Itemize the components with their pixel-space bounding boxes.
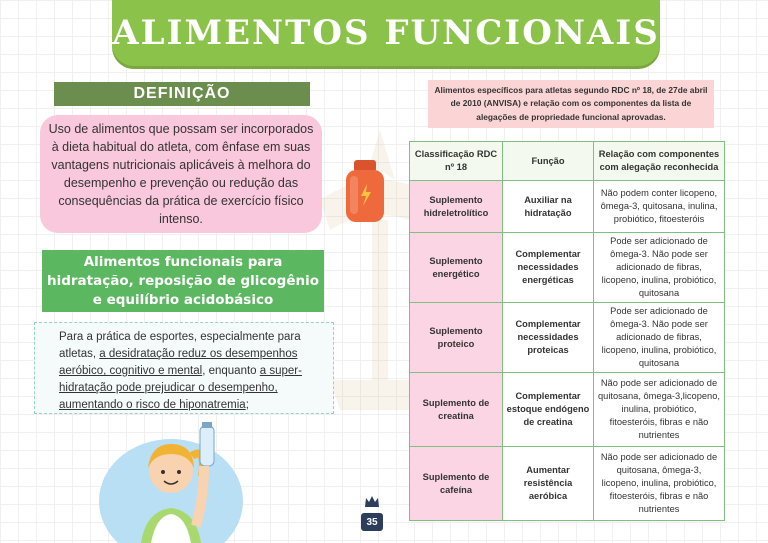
page-number: 35 — [361, 513, 383, 531]
table-row — [410, 373, 725, 447]
hydration-note-part4: a super-hidratação pode prejudicar o desempenho, aumentando o risco de hiponatremia — [59, 365, 302, 411]
table-cell-classification: Suplemento energético — [410, 233, 503, 303]
table-cell-function: Auxiliar na hidratação — [503, 181, 594, 233]
hydration-note-part1: Para a prática de esportes, especialmente para atletas, — [59, 331, 301, 360]
definition-text-content: Uso de alimentos que possam ser incorporados à dieta habitual do atleta, com ênfase em suas vantagens nutricionais aplicáveis à melhora do desempenho e prevenção ou redução das consequências da prática de exercício físico intenso. — [48, 122, 314, 226]
table-row — [410, 447, 725, 521]
table-cell-relation: Pode ser adicionado de ômega-3. Não pode ser adicionado de fibras, licopeno, inulina, probiótico, quitosana — [594, 303, 725, 373]
section-title — [42, 250, 324, 312]
table-cell-classification: Suplemento proteico — [410, 303, 503, 373]
definition-text — [40, 115, 322, 233]
table-cell-function: Complementar necessidades proteicas — [503, 303, 594, 373]
table-note — [428, 80, 714, 128]
table-header-classification: Classificação RDC nº 18 — [410, 142, 503, 181]
page-title: ALIMENTOS FUNCIONAIS — [112, 0, 660, 66]
table-cell-classification: Suplemento hidreletrolítico — [410, 181, 503, 233]
table-cell-function: Complementar necessidades energéticas — [503, 233, 594, 303]
hydration-note — [34, 322, 334, 414]
definition-label: DEFINIÇÃO — [54, 82, 310, 106]
table-cell-relation: Não pode ser adicionado de quitosana, ômega-3,licopeno, inulina, probiótico, fitoesteróis, fibras e não nutrientes — [594, 373, 725, 447]
table-row — [410, 303, 725, 373]
table-cell-classification: Suplemento de creatina — [410, 373, 503, 447]
table-cell-function: Aumentar resistência aeróbica — [503, 447, 594, 521]
table-cell-function: Complementar estoque endógeno de creatina — [503, 373, 594, 447]
table-cell-relation: Não pode ser adicionado de quitosana, ômega-3, licopeno, inulina, probiótico, fitoesteróis, fibras e não nutrientes — [594, 447, 725, 521]
table-row — [410, 233, 725, 303]
athlete-illustration — [96, 416, 246, 543]
table-cell-relation: Pode ser adicionado de ômega-3. Não pode ser adicionado de fibras, licopeno, inulina, probiótico, quitosana — [594, 233, 725, 303]
table-cell-classification: Suplemento de cafeína — [410, 447, 503, 521]
rdc-table — [409, 141, 725, 521]
supplement-bottle-icon — [340, 158, 390, 226]
section-title-text: Alimentos funcionais para hidratação, reposição de glicogênio e equilíbrio acidobásico — [47, 253, 319, 308]
table-cell-relation: Não podem conter licopeno, ômega-3, quitosana, inulina, probiótico, fitoesteróis — [594, 181, 725, 233]
table-header-row — [410, 142, 725, 181]
hydration-note-part2: a desidratação reduz os desempenhos aeróbico, cognitivo e mental — [59, 348, 298, 377]
hydration-note-part5: ; — [245, 399, 249, 411]
table-header-relation: Relação com componentes com alegação reconhecida — [594, 142, 725, 181]
hydration-note-part3: , enquanto — [202, 365, 260, 377]
crown-icon — [364, 495, 380, 509]
table-row — [410, 181, 725, 233]
table-note-text: Alimentos específicos para atletas segundo RDC nº 18, de 27de abril de 2010 (ANVISA) e relação com os componentes da lista de alegações de propriedade funcional aprovadas. — [434, 84, 708, 122]
table-header-function: Função — [503, 142, 594, 181]
